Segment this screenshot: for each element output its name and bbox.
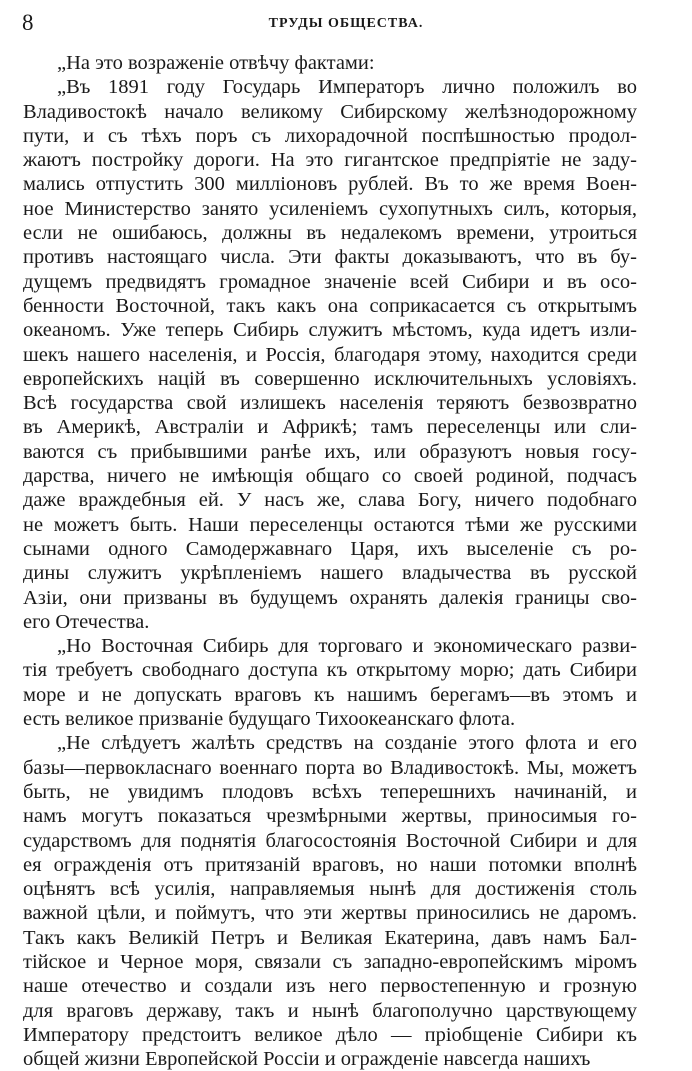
text-line: если не ошибаюсь, должны въ недалекомъ времени, утроиться (23, 222, 637, 245)
text-line: быть, не увидимъ плодовъ всѣхъ теперешнихъ начинаній, и (23, 780, 637, 803)
page-number: 8 (22, 10, 34, 35)
text-line: оцѣнятъ всѣ усилія, направляемыя нынѣ для достиженія столь (23, 878, 637, 901)
text-line: жаютъ постройку дороги. На это гигантское предпріятіе не заду- (23, 149, 637, 172)
text-line: наше отечество и создали изъ него первостепенную и грозную (23, 975, 637, 998)
text-line: бенности Восточной, такъ какъ она соприкасается съ открытымъ (23, 294, 637, 317)
text-line: есть великое призваніе будущаго Тихоокеанскаго флота. (23, 708, 516, 731)
text-line: дарства, ничего не имѣющія общаго со своей родиной, подчасъ (23, 465, 637, 488)
text-line: ное Министерство занято усиленіемъ сухопутныхъ силъ, которыя, (23, 197, 637, 220)
text-line: „Въ 1891 году Государь Императоръ лично положилъ во (57, 76, 637, 99)
text-line: ваются съ прибывшими ранѣе ихъ, или образуютъ новыя госу- (23, 440, 637, 463)
text-line: даже враждебныя ей. У насъ же, слава Богу, ничего подобнаго (23, 489, 637, 512)
paragraph (23, 731, 637, 1071)
text-line: Такъ какъ Великій Петръ и Великая Екатерина, давъ намъ Бал- (23, 926, 637, 949)
text-line: шекъ нашего населенія, и Россія, благодаря этому, находится среди (23, 343, 637, 366)
text-line: тійское и Черное моря, связали съ западно-европейскимъ міромъ (23, 950, 637, 973)
paragraph (23, 75, 637, 634)
text-line: важной цѣли, и поймутъ, что эти жертвы приносились не даромъ. (23, 902, 637, 925)
text-line: сударствомъ для поднятія благосостоянія Восточной Сибири и для (23, 829, 637, 852)
text-line: дины служитъ укрѣпленіемъ нашего владычества въ русской (23, 562, 637, 585)
body-text (23, 51, 637, 1071)
text-line: въ Америкѣ, Австраліи и Африкѣ; тамъ переселенцы или сли- (23, 416, 637, 439)
text-line: его Отечества. (23, 610, 150, 633)
text-line: намъ могутъ показаться чрезмѣрными жертвы, приносимыя го- (23, 805, 637, 828)
text-line: „Но Восточная Сибирь для торговаго и экономическаго разви- (57, 635, 637, 658)
text-line: базы—первокласнаго военнаго порта во Владивостокѣ. Мы, можетъ (23, 756, 637, 779)
text-line: сынами одного Самодержавнаго Царя, ихъ выселеніе съ ро- (23, 537, 637, 560)
text-line: Всѣ государства свой излишекъ населенія теряютъ безвозвратно (23, 392, 637, 415)
paragraph (23, 634, 637, 731)
text-line: ея огражденія отъ притязаній враговъ, но наши потомки вполнѣ (23, 853, 637, 876)
text-line: Императору предстоитъ великое дѣло — пріобщеніе Сибири къ (23, 1023, 637, 1046)
text-line: „На это возраженіе отвѣчу фактами: (57, 52, 375, 74)
text-line: противъ настоящаго числа. Эти факты доказываютъ, что въ бу- (23, 246, 637, 269)
text-line: европейскихъ націй въ совершенно исключительныхъ условіяхъ. (23, 367, 637, 390)
text-line: мались отпустить 300 милліоновъ рублей. Въ то же время Воен- (23, 173, 637, 196)
text-line: океаномъ. Уже теперь Сибирь служитъ мѣстомъ, куда идетъ изли- (23, 319, 637, 342)
text-line: для враговъ державу, такъ и нынѣ благополучно царствующему (23, 999, 637, 1022)
text-line: „Не слѣдуетъ жалѣть средствъ на созданіе этого флота и его (57, 732, 637, 755)
text-line: море и не допускать враговъ къ нашимъ берегамъ—въ этомъ и (23, 683, 637, 706)
text-line: общей жизни Европейской Россіи и огражденіе навсегда нашихъ (23, 1048, 591, 1071)
text-line: дущемъ предвидятъ громадное значеніе всей Сибири и въ осо- (23, 270, 637, 293)
text-line: не можетъ быть. Наши переселенцы остаются тѣми же русскими (23, 513, 637, 536)
text-line: Владивостокѣ начало великому Сибирскому желѣзнодорожному (23, 100, 637, 123)
running-title: ТРУДЫ ОБЩЕСТВА. (268, 16, 424, 31)
text-line: тія требуетъ свободнаго доступа къ открытому морю; дать Сибири (23, 659, 637, 682)
paragraph (23, 51, 637, 75)
text-line: пути, и съ тѣхъ поръ съ лихорадочной поспѣшностью продол- (23, 124, 637, 147)
text-line: Азіи, они призваны въ будущемъ охранять далекія границы сво- (23, 586, 637, 609)
